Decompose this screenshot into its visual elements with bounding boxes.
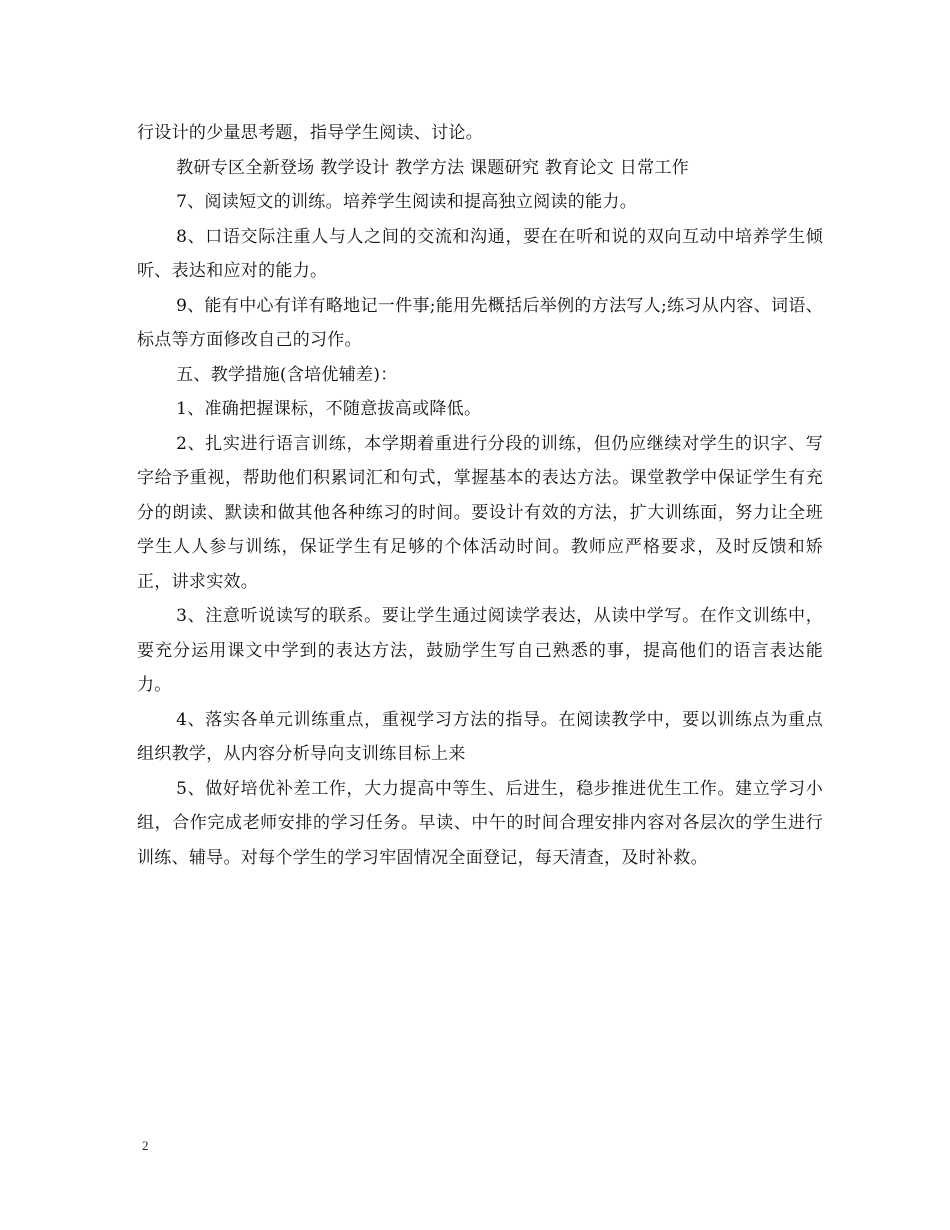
paragraph-9: 3、注意听说读写的联系。要让学生通过阅读学表达，从读中学写。在作文训练中，要充分运用课文中学到的表达方法，鼓励学生写自己熟悉的事，提高他们的语言表达能力。 <box>137 606 823 695</box>
document-body <box>137 116 823 875</box>
page-number: 2 <box>142 1138 149 1153</box>
section-heading: 五、教学措施(含培优辅差)： <box>176 364 398 385</box>
paragraph-1: 行设计的少量思考题，指导学生阅读、讨论。 <box>137 123 483 143</box>
paragraph-5: 9、能有中心有详有略地记一件事;能用先概括后举例的方法写人;练习从内容、词语、标点等方面修改自己的习作。 <box>137 295 823 350</box>
paragraph-2: 教研专区全新登场 教学设计 教学方法 课题研究 教育论文 日常工作 <box>176 157 690 178</box>
paragraph-3: 7、阅读短文的训练。培养学生阅读和提高独立阅读的能力。 <box>176 192 638 212</box>
paragraph-10: 4、落实各单元训练重点，重视学习方法的指导。在阅读教学中，要以训练点为重点组织教学，从内容分析导向支训练目标上来 <box>137 709 823 764</box>
paragraph-11: 5、做好培优补差工作，大力提高中等生、后进生，稳步推进优生工作。建立学习小组，合作完成老师安排的学习任务。早读、中午的时间合理安排内容对各层次的学生进行训练、辅导。对每个学生的学习牢固情况全面登记，每天清查，及时补救。 <box>137 778 823 868</box>
paragraph-7: 1、准确把握课标，不随意拔高或降低。 <box>176 399 482 419</box>
paragraph-8: 2、扎实进行语言训练，本学期着重进行分段的训练，但仍应继续对学生的识字、写字给予重视，帮助他们积累词汇和句式，掌握基本的表达方法。课堂教学中保证学生有充分的朗读、默读和做其他各种练习的时间。要设计有效的方法，扩大训练面，努力让全班学生人人参与训练，保证学生有足够的个体活动时间。教师应严格要求，及时反馈和矫正，讲求实效。 <box>137 433 823 592</box>
paragraph-4: 8、口语交际注重人与人之间的交流和沟通，要在在听和说的双向互动中培养学生倾听、表达和应对的能力。 <box>137 226 823 281</box>
